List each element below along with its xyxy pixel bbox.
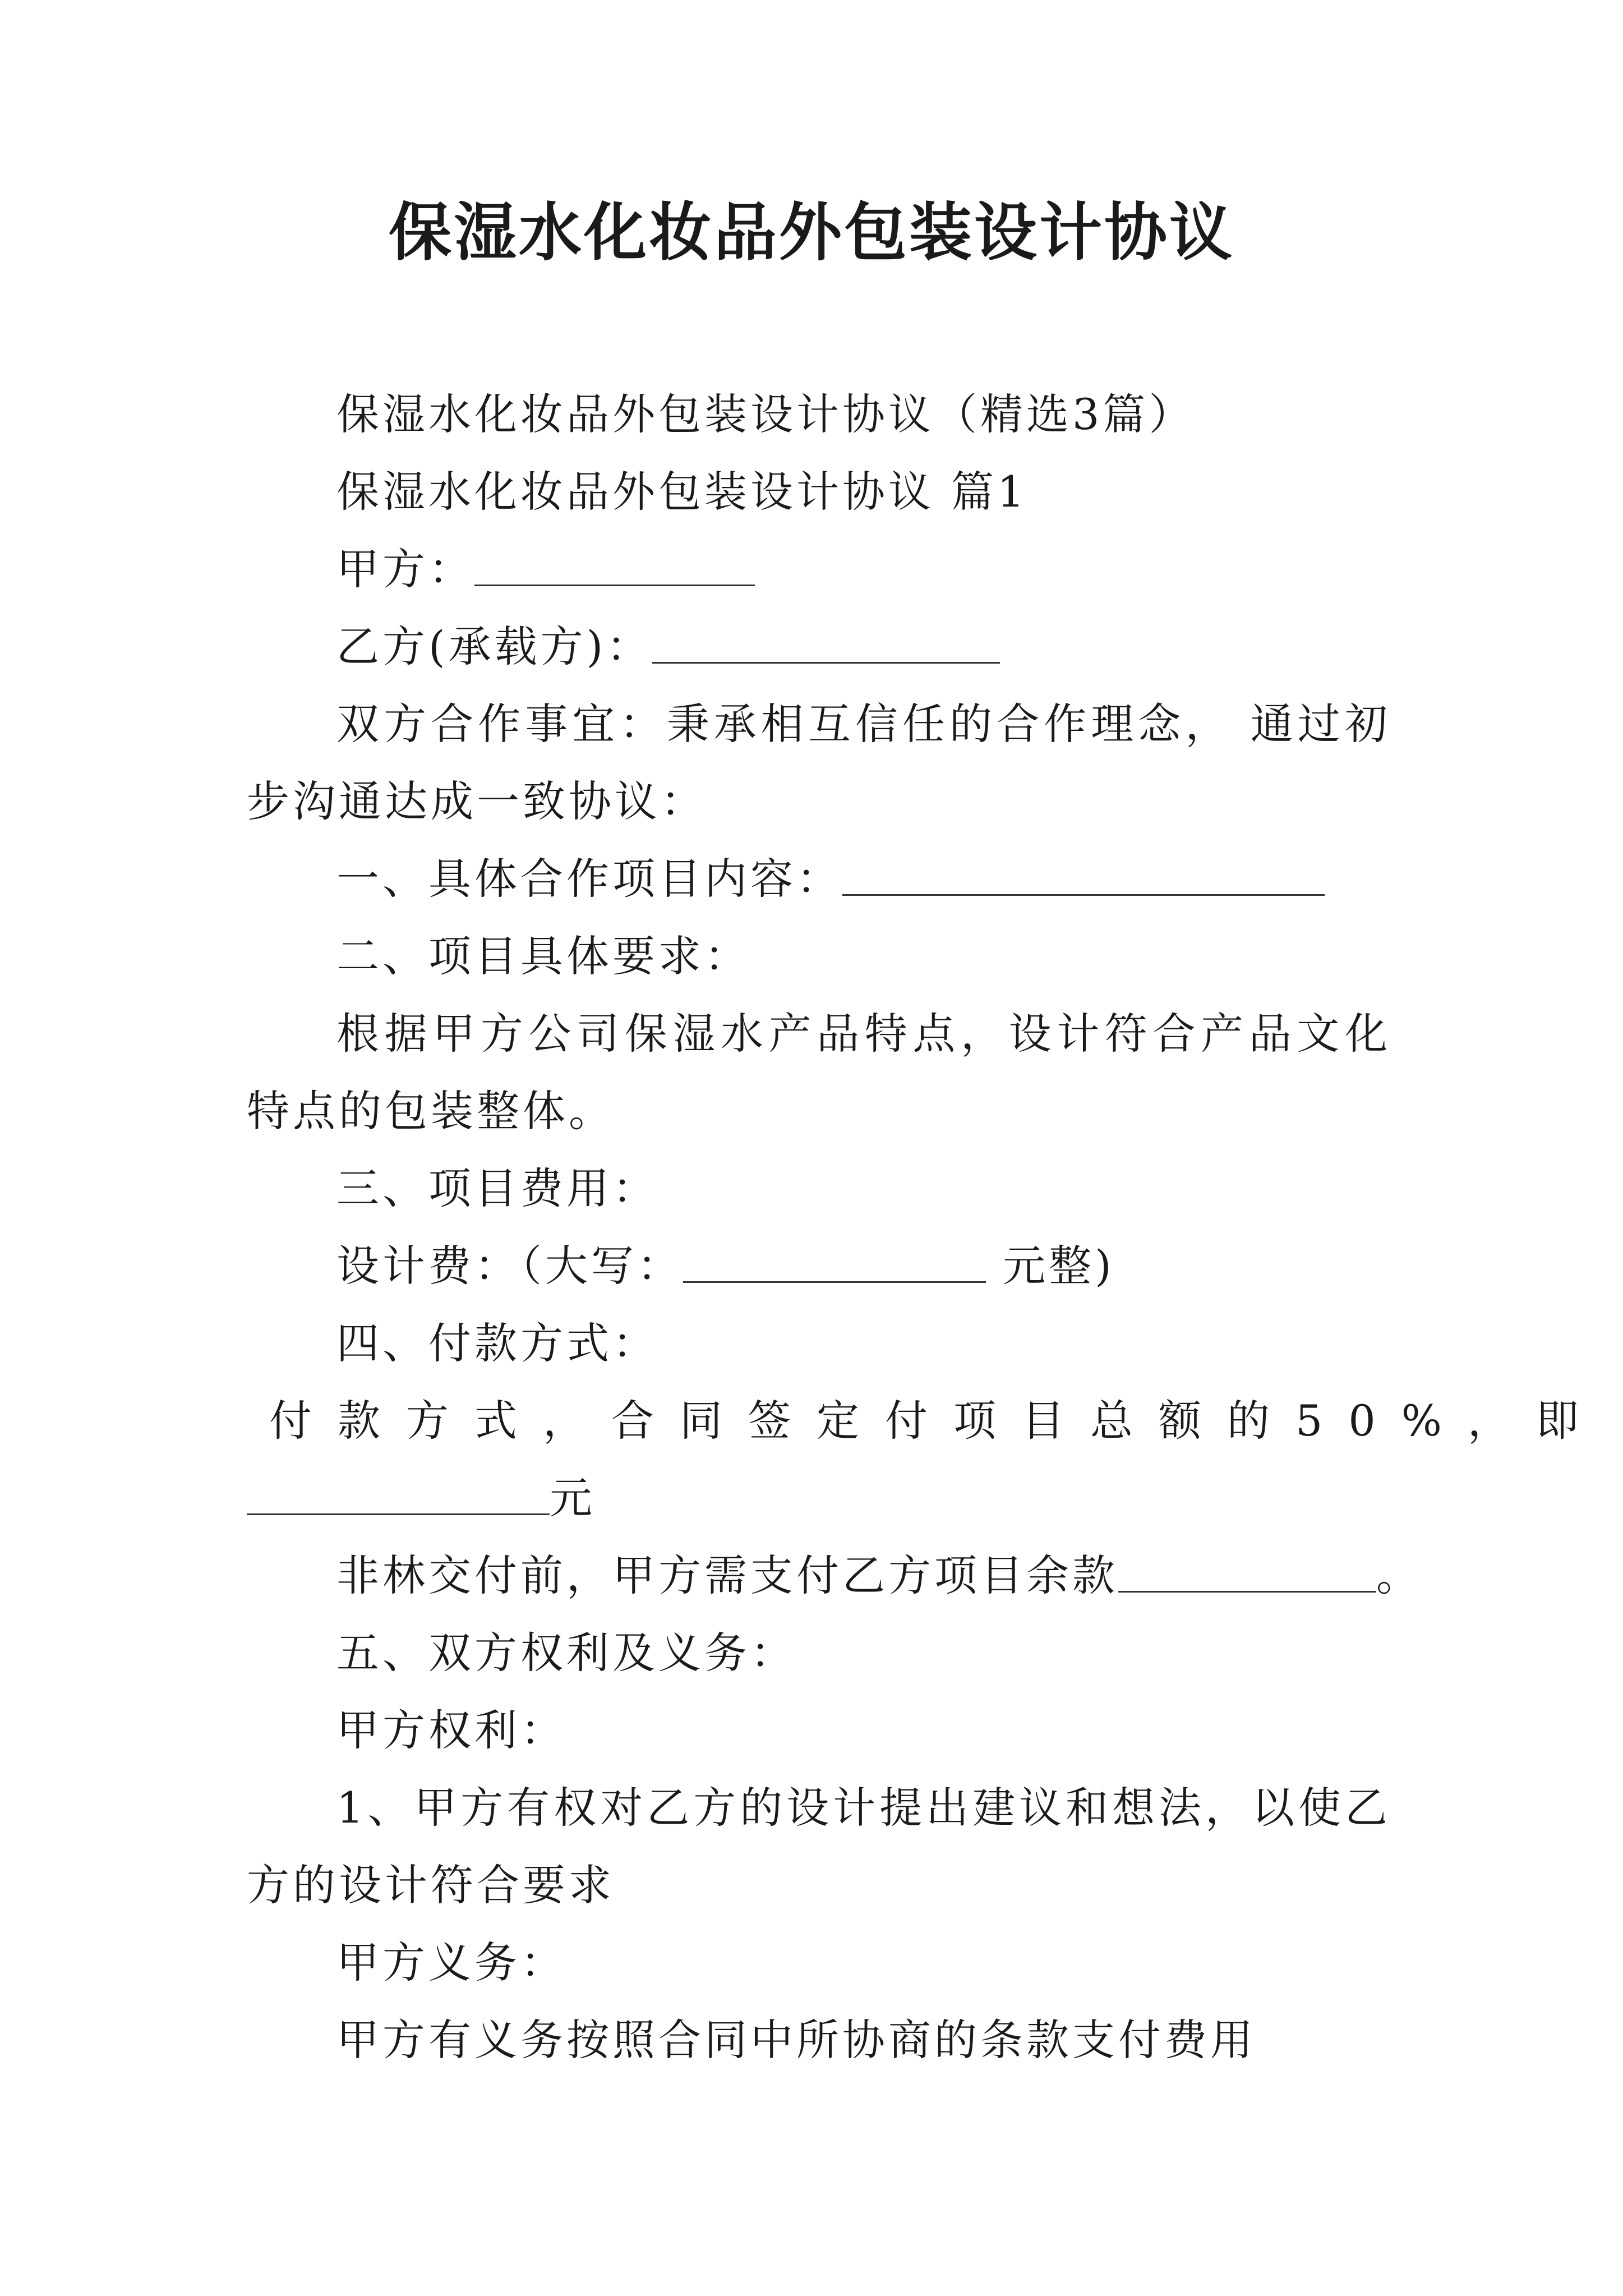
a-duties-text: 甲方有义务按照合同中所协商的条款支付费用 <box>336 2015 1256 2065</box>
item1-blank[interactable] <box>842 855 1325 895</box>
a-duties-heading: 甲方义务： <box>336 1938 566 1987</box>
payment-line <box>247 1382 1604 1460</box>
item3-heading: 三、项目费用： <box>336 1163 658 1213</box>
item2-heading: 二、项目具体要求： <box>336 931 750 981</box>
balance-prefix: 非林交付前，甲方需支付乙方项目余款 <box>336 1550 1118 1600</box>
party-b-label: 乙方(承载方)： <box>336 622 653 671</box>
party-a-label: 甲方： <box>336 544 474 594</box>
fee-blank[interactable] <box>683 1243 986 1282</box>
item4-heading: 四、付款方式： <box>336 1318 658 1368</box>
a-rights-item-1: 1、甲方有权对乙方的设计提出建议和想法，以使乙方的设计符合要求 <box>247 1783 1391 1910</box>
document-body <box>247 376 1604 2079</box>
balance-suffix: 。 <box>1376 1550 1422 1600</box>
item2-paragraph: 根据甲方公司保湿水产品特点，设计符合产品文化特点的包装整体。 <box>247 1009 1391 1136</box>
cooperation-paragraph: 双方合作事宜：秉承相互信任的合作理念， 通过初步沟通达成一致协议： <box>247 699 1391 826</box>
item1-line <box>247 840 1391 918</box>
balance-line <box>247 1537 1422 1614</box>
fee-suffix: 元整) <box>986 1241 1115 1291</box>
party-a-blank[interactable] <box>474 546 755 586</box>
balance-blank[interactable] <box>1118 1552 1376 1592</box>
payment-text: 付款方式，合同签定付项目总额的50%，即 <box>269 1396 1604 1446</box>
payment-amount-line <box>247 1460 1391 1537</box>
a-rights-heading: 甲方权利： <box>336 1705 566 1755</box>
party-b-line <box>247 608 1391 685</box>
document-title: 保湿水化妆品外包装设计协议 <box>389 196 1234 269</box>
payment-blank[interactable] <box>247 1475 550 1515</box>
item1-label: 一、具体合作项目内容： <box>336 854 842 904</box>
item5-heading: 五、双方权利及义务： <box>336 1628 796 1678</box>
party-b-blank[interactable] <box>652 623 1000 663</box>
fee-line <box>247 1227 1391 1305</box>
chapter-heading: 保湿水化妆品外包装设计协议 篇1 <box>336 467 1028 517</box>
subtitle-line: 保湿水化妆品外包装设计协议（精选3篇） <box>336 389 1195 439</box>
party-a-line <box>247 531 1391 608</box>
payment-unit: 元 <box>550 1473 596 1523</box>
fee-prefix: 设计费：（大写： <box>336 1241 683 1291</box>
